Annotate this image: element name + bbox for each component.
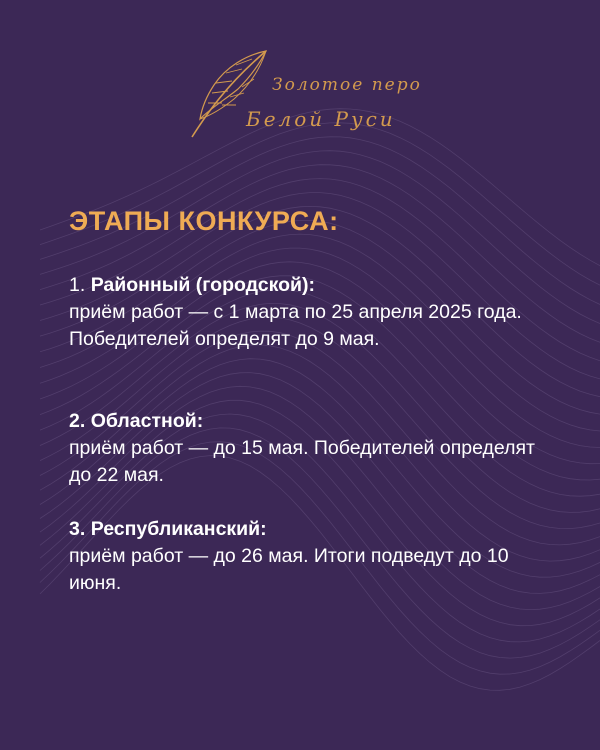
stage-3-number: 3. [69, 518, 86, 540]
stage-1-name: Районный (городской): [90, 274, 315, 296]
stage-3 [69, 516, 549, 597]
wave-line [40, 123, 600, 285]
stage-1 [69, 272, 549, 353]
stage-3-heading [69, 518, 267, 540]
logo-line-1: Золотое перо [272, 75, 422, 95]
stage-2 [69, 408, 549, 489]
stage-3-name: Республиканский: [90, 518, 267, 540]
stage-1-text: приём работ — с 1 марта по 25 апреля 2025 года. Победителей определят до 9 мая. [69, 301, 522, 350]
stage-2-heading [69, 410, 203, 432]
stage-3-text: приём работ — до 26 мая. Итоги подведут до 10 июня. [69, 545, 509, 594]
stage-1-number: 1. [69, 274, 86, 296]
stage-2-number: 2. [69, 410, 86, 432]
stage-2-text: приём работ — до 15 мая. Победителей определят до 22 мая. [69, 437, 535, 486]
page-title: ЭТАПЫ КОНКУРСА: [69, 206, 339, 236]
logo [186, 45, 436, 145]
logo-line-2: Белой Руси [246, 107, 396, 131]
stage-1-heading [69, 274, 315, 296]
stage-2-name: Областной: [90, 410, 204, 432]
